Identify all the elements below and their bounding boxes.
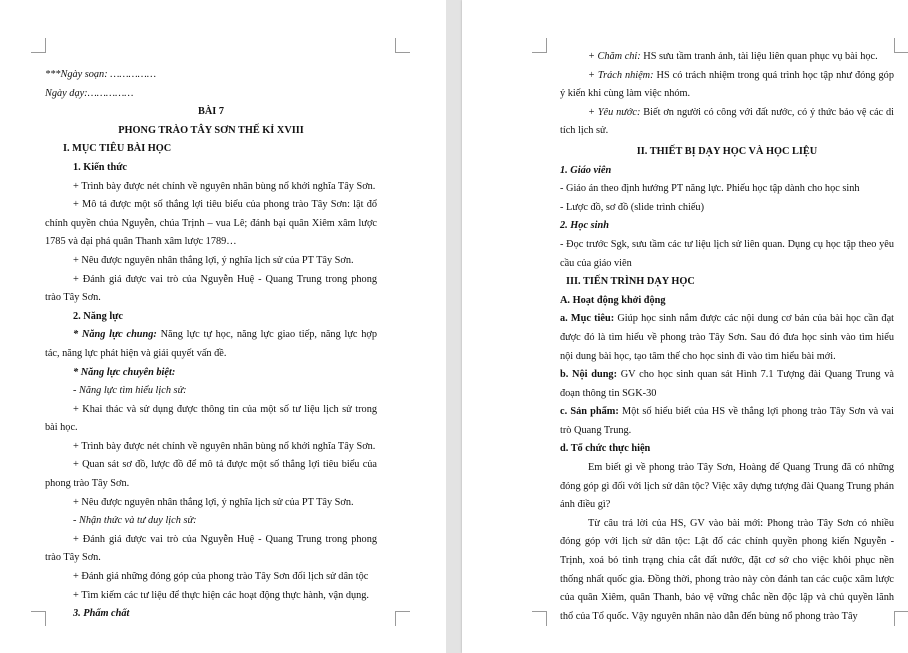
paragraph: + Quan sát sơ đồ, lược đồ để mô tả được một số thắng lợi tiêu biểu của phong trào Tây Sơn.: [45, 459, 377, 490]
page-gap: [446, 0, 462, 653]
crop-mark: [532, 611, 547, 626]
inline-text: HS có trách nhiệm trong quá trình học tập như đóng góp ý kiến khi cùng làm việc nhóm.: [560, 69, 894, 100]
paragraph: Em biết gì về phong trào Tây Sơn, Hoàng đế Quang Trung đã có những đóng góp gì đối với lịch sử dân tộc? Việc xây dựng tượng đài Quang Trung phản ánh điều gì?: [560, 462, 894, 511]
subsection-heading: 3. Phẩm chất: [73, 608, 130, 620]
paragraph: + Tìm kiếm các tư liệu để thực hiện các hoạt động thực hành, vận dụng.: [73, 589, 370, 601]
crop-mark: [532, 38, 547, 53]
inline-text: GV cho học sinh quan sát Hình 7.1 Tượng đài Quang Trung và đoạn thông tin SGK-30: [560, 369, 894, 399]
paragraph: + Nêu được nguyên nhân thắng lợi, ý nghĩa lịch sử của PT Tây Sơn.: [73, 254, 354, 266]
inline-label: + Trách nhiệm:: [588, 69, 654, 81]
crop-mark: [894, 611, 908, 626]
page-text-right: [560, 48, 894, 626]
inline-text: Một số hiểu biết của HS về thắng lợi phong trào Tây Sơn và vai trò Quang Trung.: [560, 406, 894, 436]
paragraph: + Khai thác và sử dụng được thông tin của một số tư liệu lịch sử trong bài học.: [45, 403, 377, 434]
prepared-date: ***Ngày soạn: ……………: [45, 69, 156, 80]
subsection-heading: 1. Giáo viên: [560, 164, 612, 176]
paragraph: [560, 366, 894, 403]
activity-heading: A. Hoạt động khởi động: [560, 294, 666, 306]
page-text-left: [45, 66, 377, 624]
crop-mark: [395, 38, 410, 53]
paragraph: [560, 403, 894, 440]
document-page-left: [0, 0, 446, 653]
crop-mark: [31, 38, 46, 53]
paragraph: + Nêu được nguyên nhân thắng lợi, ý nghĩa lịch sử của PT Tây Sơn.: [73, 496, 354, 508]
paragraph: [560, 67, 894, 104]
inline-label: * Năng lực chung:: [73, 329, 157, 341]
inline-text: Giúp học sinh nắm được các nội dung cơ bản của bài học cần đạt được đó là tìm hiểu về phong trào Tây Sơn. Sau đó đưa học sinh vào tìm hiểu nội dung bài học, tạo tâm thế cho học sinh đi vào tìm hiểu bài mới.: [560, 313, 894, 362]
paragraph: [560, 104, 894, 141]
section-heading: II. THIẾT BỊ DẠY HỌC VÀ HỌC LIỆU: [636, 145, 818, 157]
paragraph: - Đọc trước Sgk, sưu tầm các tư liệu lịch sử liên quan. Dụng cụ học tập theo yêu cầu của giáo viên: [560, 238, 894, 269]
paragraph: + Đánh giá những đóng góp của phong trào Tây Sơn đối lịch sử dân tộc: [73, 571, 369, 583]
paragraph: [560, 310, 894, 366]
paragraph: + Trình bày được nét chính về nguyên nhân bùng nổ khởi nghĩa Tây Sơn.: [73, 440, 376, 452]
inline-label: b. Nội dung:: [560, 369, 617, 381]
section-heading: III. TIẾN TRÌNH DẠY HỌC: [566, 276, 695, 288]
lesson-number: BÀI 7: [197, 106, 225, 118]
inline-label: + Yêu nước:: [588, 106, 641, 118]
teaching-date: Ngày dạy:……………: [45, 87, 134, 99]
paragraph: - Lược đồ, sơ đồ (slide trình chiếu): [560, 201, 705, 213]
paragraph: - Giáo án theo định hướng PT năng lực. Phiếu học tập dành cho học sinh: [560, 183, 860, 195]
paragraph: + Mô tả được một số thắng lợi tiêu biểu của phong trào Tây Sơn: lật đổ chính quyền chúa Nguyễn, chúa Trịnh – vua Lê; đánh bại quân Xiêm xâm lược 1785 và đại phá quân Thanh xâm lược 1789…: [45, 199, 377, 248]
subsection-heading: d. Tổ chức thực hiện: [560, 443, 651, 455]
subsection-heading: 2. Năng lực: [73, 310, 123, 322]
paragraph-label: - Nhận thức và tư duy lịch sử:: [73, 515, 197, 527]
paragraph: Từ câu trả lời của HS, GV vào bài mới: Phong trào Tây Sơn có nhiều đóng góp với lịch sử dân tộc: Lật đổ các chính quyền phong kiến Nguyễn - Trịnh, xoá bỏ tình trạng chia cắt đất nước, đặt cơ sở cho việc khôi phục nền thống nhất quốc gia. Đồng thời, phong trào này còn đánh tan các cuộc xâm lược của quân Xiêm, quân Thanh, bảo vệ vững chắc nền độc lập và chủ quyền lãnh thổ của Tổ quốc. Vậy nguyên nhân nào dẫn đến bùng nổ phong trào Tây: [560, 517, 894, 622]
inline-label: a. Mục tiêu:: [560, 313, 615, 325]
paragraph: [45, 326, 377, 363]
paragraph-label: - Năng lực tìm hiểu lịch sử:: [73, 385, 187, 397]
inline-text: HS sưu tầm tranh ảnh, tài liệu liên quan phục vụ bài học.: [640, 51, 878, 62]
paragraph: + Đánh giá được vai trò của Nguyễn Huệ - Quang Trung trong phong trào Tây Sơn.: [45, 273, 377, 304]
subsection-heading: 1. Kiến thức: [73, 161, 127, 173]
paragraph-label: * Năng lực chuyên biệt:: [73, 366, 176, 378]
paragraph: + Đánh giá được vai trò của Nguyễn Huệ - Quang Trung trong phong trào Tây Sơn.: [45, 533, 377, 564]
inline-label: + Chăm chỉ:: [588, 51, 641, 62]
inline-text: Năng lực tự học, năng lực giao tiếp, năng lực hợp tác, năng lực phát hiện và giải quyết vấn đề.: [45, 329, 377, 359]
crop-mark: [395, 611, 410, 626]
inline-text: Biết ơn người có công với đất nước, có ý thức bảo vệ các di tích lịch sử.: [560, 106, 894, 137]
paragraph: [560, 48, 894, 67]
crop-mark: [31, 611, 46, 626]
section-heading: I. MỤC TIÊU BÀI HỌC: [63, 143, 172, 155]
document-page-right: [462, 0, 908, 653]
crop-mark: [894, 38, 908, 53]
paragraph: + Trình bày được nét chính về nguyên nhân bùng nổ khởi nghĩa Tây Sơn.: [73, 180, 376, 192]
lesson-title: PHONG TRÀO TÂY SƠN THẾ KỈ XVIII: [118, 124, 304, 136]
subsection-heading: 2. Học sinh: [560, 220, 609, 232]
inline-label: c. Sản phẩm:: [560, 406, 619, 418]
